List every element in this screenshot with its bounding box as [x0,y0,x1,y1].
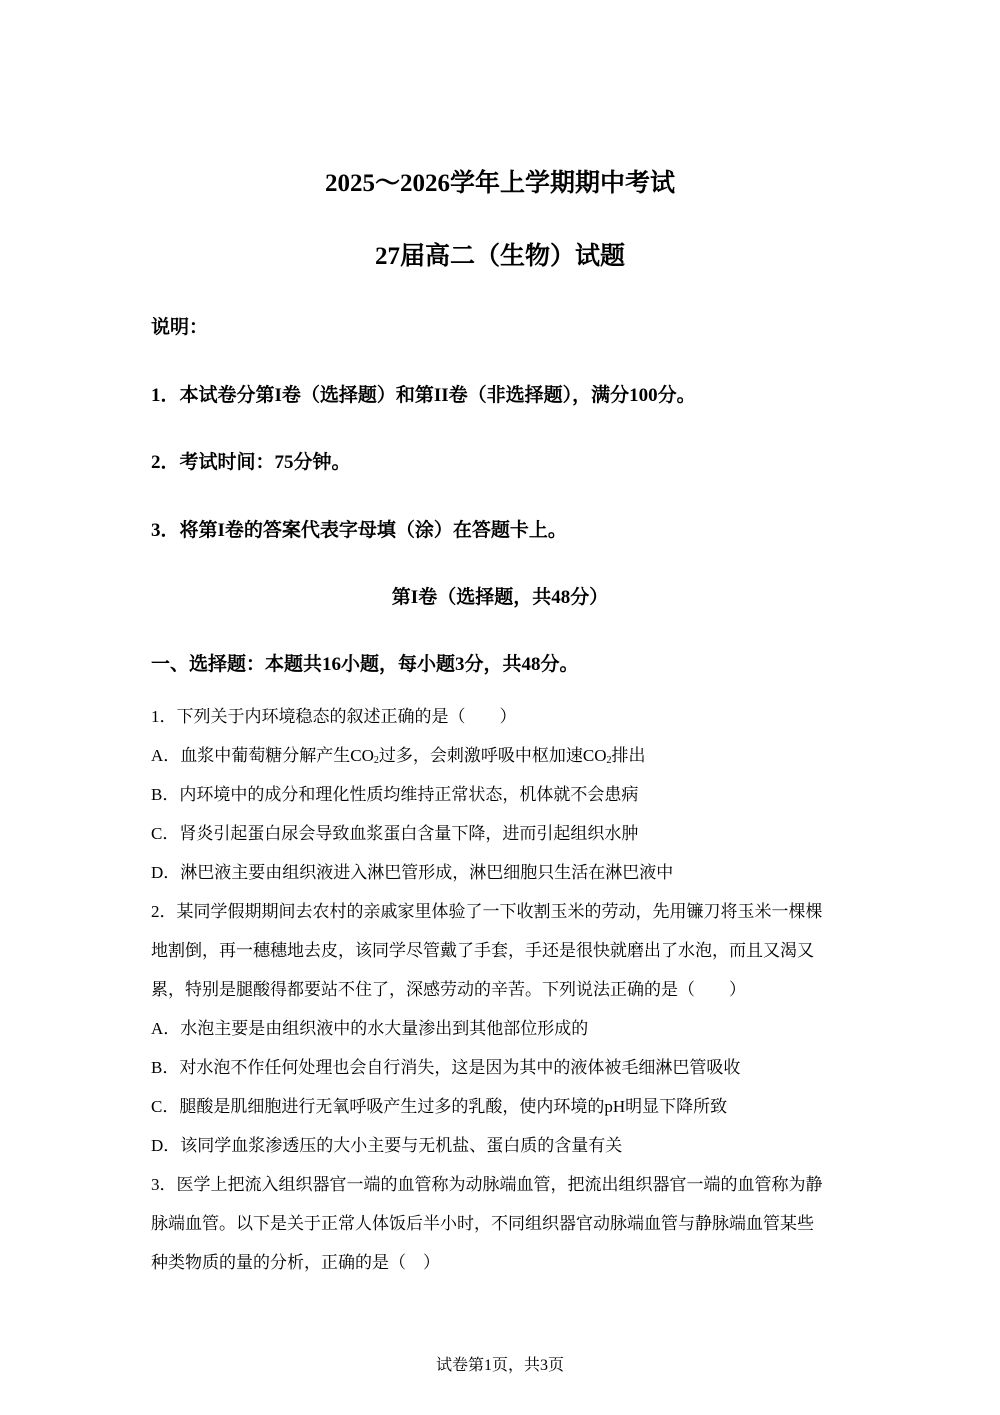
question-1-stem: 1．下列关于内环境稳态的叙述正确的是（ ） [151,707,517,726]
question-2-option-c: C．腿酸是肌细胞进行无氧呼吸产生过多的乳酸，使内环境的pH明显下降所致 [151,1097,728,1116]
instruction-item-3: 3．将第I卷的答案代表字母填（涂）在答题卡上。 [151,520,567,541]
question-2-stem-line-3: 累，特别是腿酸得都要站不住了，深感劳动的辛苦。下列说法正确的是（ ） [151,980,746,999]
question-2-option-b: B．对水泡不作任何处理也会自行消失，这是因为其中的液体被毛细淋巴管吸收 [151,1058,741,1077]
exam-subtitle: 27届高二（生物）试题 [374,243,625,270]
question-2-stem-line-2: 地割倒，再一穗穗地去皮，该同学尽管戴了手套，手还是很快就磨出了水泡，而且又渴又 [151,941,814,960]
question-3-stem-line-2: 脉端血管。以下是关于正常人体饭后半小时，不同组织器官动脉端血管与静脉端血管某些 [151,1214,814,1233]
question-3-stem-line-1: 3．医学上把流入组织器官一端的血管称为动脉端血管，把流出组织器官一端的血管称为静 [151,1175,823,1194]
question-2-stem-line-1: 2．某同学假期期间去农村的亲戚家里体验了一下收割玉米的劳动，先用镰刀将玉米一棵棵 [151,902,823,921]
instruction-item-1: 1．本试卷分第I卷（选择题）和第II卷（非选择题），满分100分。 [151,385,696,406]
question-1-option-a: A．血浆中葡萄糖分解产生$CO_2$过多，会刺激呼吸中枢加速$CO_2$排出 [151,746,646,766]
question-3-stem-line-3: 种类物质的量的分析，正确的是（ ） [151,1253,440,1272]
section-heading: 第I卷（选择题，共48分） [391,587,609,608]
page-footer: 试卷第1页，共3页 [435,1357,564,1374]
question-2-option-a: A．水泡主要是由组织液中的水大量渗出到其他部位形成的 [151,1019,589,1038]
question-1-option-d: D．淋巴液主要由组织液进入淋巴管形成，淋巴细胞只生活在淋巴液中 [151,863,674,882]
question-2-option-d: D．该同学血浆渗透压的大小主要与无机盐、蛋白质的含量有关 [151,1136,623,1155]
exam-title: 2025～2026学年上学期期中考试 [324,170,675,197]
instruction-item-2: 2．考试时间：75分钟。 [151,452,351,473]
instructions-heading: 说明： [151,317,209,338]
question-1-option-c: C．肾炎引起蛋白尿会导致血浆蛋白含量下降，进而引起组织水肿 [151,824,639,843]
part-heading: 一、选择题：本题共16小题，每小题3分，共48分。 [151,654,579,675]
question-1-option-b: B．内环境中的成分和理化性质均维持正常状态，机体就不会患病 [151,785,639,804]
